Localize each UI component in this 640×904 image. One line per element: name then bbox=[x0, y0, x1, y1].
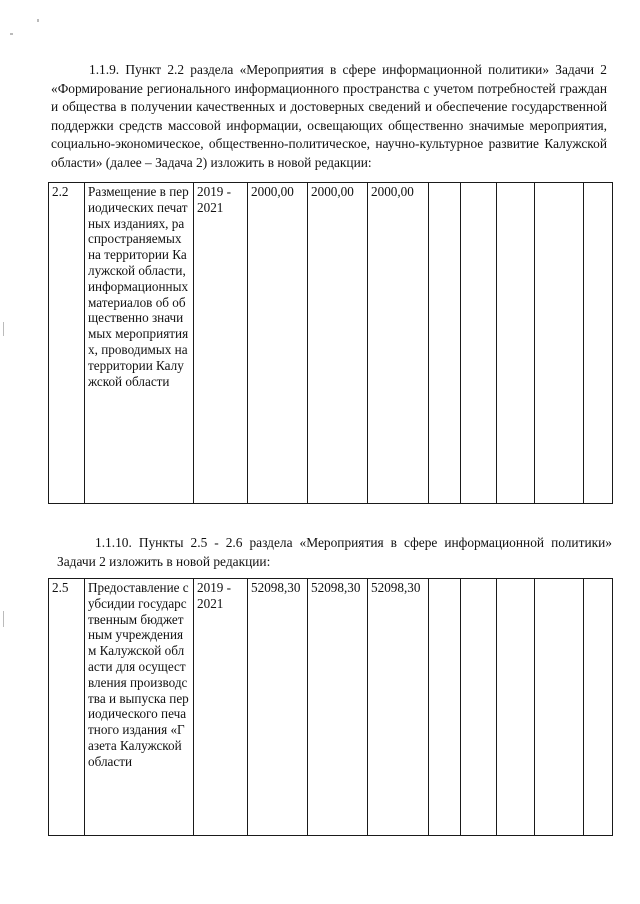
period-end: 2021 bbox=[197, 199, 224, 215]
empty-cell bbox=[429, 183, 461, 504]
amount-cell: 52098,30 bbox=[368, 579, 429, 836]
table-row bbox=[49, 183, 613, 504]
amount-cell: 52098,30 bbox=[248, 579, 308, 836]
period-cell bbox=[194, 579, 248, 836]
empty-cell bbox=[497, 579, 535, 836]
empty-cell bbox=[497, 183, 535, 504]
period-start: 2019 - bbox=[197, 184, 232, 199]
row-number-cell: 2.2 bbox=[49, 183, 85, 504]
paragraph-1-1-9-text: 1.1.9. Пункт 2.2 раздела «Мероприятия в сфере информационной политики» Задачи 2 «Формирование регионального информационного пространства с учетом потребностей граждан и общества в получении качественных и достоверных сведений и обеспечение государственной поддержки средств массовой информации, освещающих общественно значимые мероприятия, социально-экономическое, общественно-политическое, научно-культурное развитие Калужской области» (далее – Задача 2) изложить в новой редакции: bbox=[51, 62, 607, 170]
empty-cell bbox=[584, 579, 613, 836]
paragraph-1-1-9 bbox=[51, 61, 607, 173]
amount-cell: 2000,00 bbox=[248, 183, 308, 504]
empty-cell bbox=[461, 183, 497, 504]
row-number-cell: 2.5 bbox=[49, 579, 85, 836]
period-end: 2021 bbox=[197, 595, 224, 611]
amount-cell: 2000,00 bbox=[308, 183, 368, 504]
empty-cell bbox=[584, 183, 613, 504]
measure-name-cell: Размещение в периодических печатных изданиях, распространяемых на территории Калужской области, информационных материалов об общественно значимых мероприятиях, проводимых на территории Калужской области bbox=[85, 183, 194, 504]
scan-speck bbox=[3, 611, 4, 627]
empty-cell bbox=[429, 579, 461, 836]
table-item-2-2 bbox=[48, 182, 613, 504]
paragraph-1-1-10-text: 1.1.10. Пункты 2.5 - 2.6 раздела «Мероприятия в сфере информационной политики» Задачи 2 изложить в новой редакции: bbox=[57, 535, 612, 569]
scan-speck bbox=[10, 33, 13, 35]
empty-cell bbox=[461, 579, 497, 836]
empty-cell bbox=[535, 183, 584, 504]
measure-name-cell: Предоставление субсидии государственным бюджетным учреждениям Калужской области для осуществления производства и выпуска периодического печатного издания «Газета Калужской области bbox=[85, 579, 194, 836]
empty-cell bbox=[535, 579, 584, 836]
amount-cell: 52098,30 bbox=[308, 579, 368, 836]
table-row bbox=[49, 579, 613, 836]
scan-speck bbox=[37, 19, 39, 22]
amount-cell: 2000,00 bbox=[368, 183, 429, 504]
period-start: 2019 - bbox=[197, 580, 232, 595]
table-item-2-5 bbox=[48, 578, 613, 836]
paragraph-1-1-10 bbox=[57, 534, 612, 571]
period-cell bbox=[194, 183, 248, 504]
scan-speck bbox=[3, 322, 4, 336]
